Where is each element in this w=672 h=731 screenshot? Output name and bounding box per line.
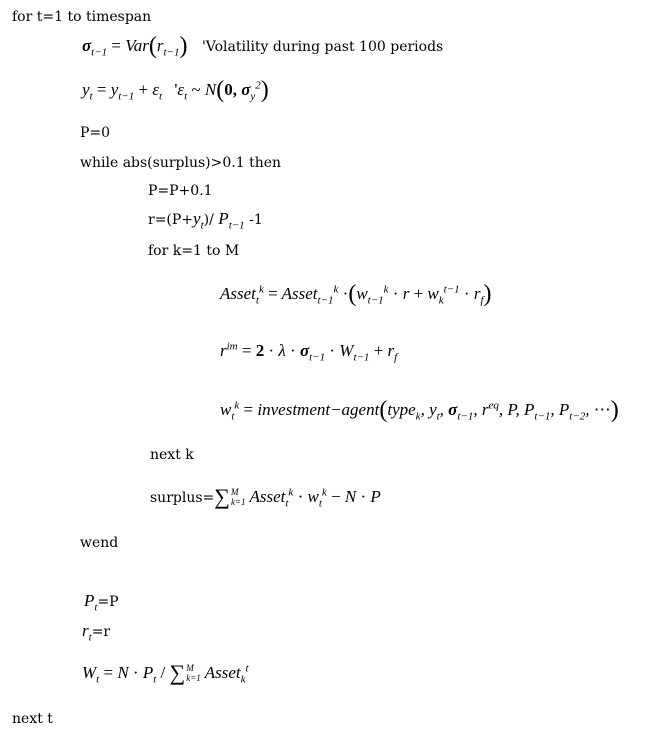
price-increment: P=P+0.1 xyxy=(148,183,213,199)
loop-header-k: for k=1 to M xyxy=(148,243,240,259)
wealth-formula: $W_t = N \cdot P_t$ / ∑ M k=1 Asset$_k^t$ xyxy=(82,660,249,686)
surplus-formula: surplus=∑ M k=1 Asset$_t^k$ · $w_t^k - N \cdot P$ xyxy=(150,484,381,510)
price-process-formula: $y_t = y_{t-1} + \varepsilon_t$ '$\varepsilon_t$ ~ N(0, $\sigma_y^2$) xyxy=(82,77,269,103)
asset-update-formula: Asset$_t^k$ = Asset$_{t-1}^k$ $\cdot(w_{t-1}^k \cdot r + w_k^{t-1} \cdot r_f)$ xyxy=(220,281,492,307)
init-price: P=0 xyxy=(80,125,111,141)
implied-return-formula: $r^{im} = 2 \cdot \lambda \cdot \sigma_{t-1} \cdot W_{t-1} + r_f$ xyxy=(220,340,398,364)
loop-end-t: next t xyxy=(12,711,53,727)
return-assign: $r_t=r$ xyxy=(82,621,111,644)
volatility-equation: $\sigma_{t-1} = Var(r_{t-1})$ xyxy=(82,33,188,59)
weight-formula: $w_t^k$ = investment−agent(type$_k$, $y_t$, $\sigma_{t-1}$, $r^{eq}$, P, $P_{t-1}$, $P_{t-2}$, ⋯) xyxy=(220,397,619,423)
while-end: wend xyxy=(80,535,119,551)
volatility-comment: 'Volatility during past 100 periods xyxy=(201,39,444,55)
loop-header-t: for t=1 to timespan xyxy=(12,9,152,25)
while-header: while abs(surplus)>0.1 then xyxy=(80,155,282,171)
price-assign: $P_t=P$ xyxy=(84,591,119,614)
return-formula: $r=(P+y_t)/$ $P_{t-1}$ -1 xyxy=(148,209,263,232)
volatility-formula xyxy=(82,34,443,58)
loop-end-k: next k xyxy=(150,447,194,463)
